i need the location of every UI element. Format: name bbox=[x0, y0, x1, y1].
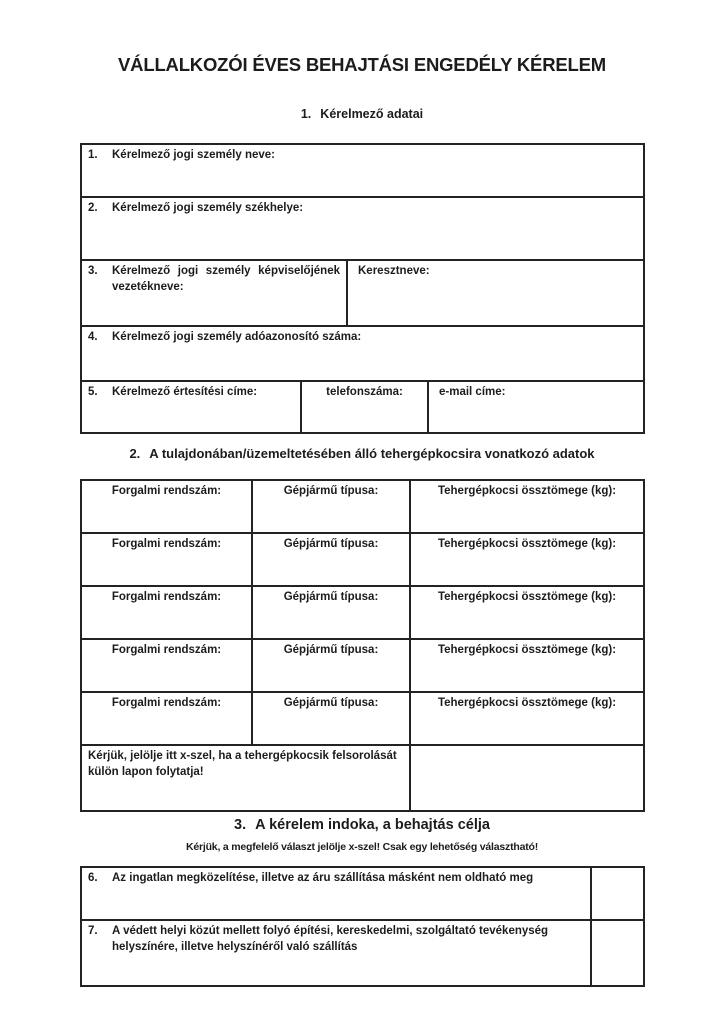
continuation-mark-cell bbox=[411, 746, 643, 810]
vehicle-type-cell bbox=[253, 534, 411, 585]
vehicle-weight-cell bbox=[411, 481, 643, 532]
vehicle-type-label: Gépjármű típusa: bbox=[283, 697, 379, 709]
contact-phone-label: telefonszáma: bbox=[326, 386, 403, 398]
section3-instruction: Kérjük, a megfelelő választ jelölje x-szel! Csak egy lehetőség választható! bbox=[185, 841, 539, 853]
representative-firstname-label: Keresztneve: bbox=[358, 265, 430, 277]
vehicle-type-cell bbox=[253, 640, 411, 691]
option-6-row bbox=[82, 868, 643, 921]
row-number: 1. bbox=[88, 149, 98, 161]
vehicle-reg-cell bbox=[82, 587, 253, 638]
vehicle-reg-cell bbox=[82, 693, 253, 744]
vehicle-weight-label: Tehergépkocsi össztömege (kg): bbox=[437, 485, 617, 497]
contact-address-cell bbox=[82, 382, 302, 432]
continuation-row bbox=[82, 746, 643, 810]
applicant-name-label: Kérelmező jogi személy neve: bbox=[112, 149, 275, 161]
vehicle-row-2 bbox=[82, 534, 643, 587]
row-number: 3. bbox=[88, 265, 98, 277]
vehicle-reg-cell bbox=[82, 481, 253, 532]
vehicle-weight-cell bbox=[411, 640, 643, 691]
section3-heading-text: A kérelem indoka, a behajtás célja bbox=[255, 817, 490, 833]
applicant-table bbox=[80, 143, 645, 434]
vehicle-reg-label: Forgalmi rendszám: bbox=[111, 591, 222, 603]
contact-row bbox=[82, 382, 643, 432]
contact-address-label: Kérelmező értesítési címe: bbox=[112, 386, 258, 398]
section3-heading bbox=[0, 817, 724, 833]
vehicle-reg-label: Forgalmi rendszám: bbox=[111, 538, 222, 550]
option-7-label: A védett helyi közút mellett folyó építési, kereskedelmi, szolgáltató tevékenység helyszínére, illetve helyszínéről való szállítás bbox=[112, 925, 549, 953]
vehicle-type-cell bbox=[253, 693, 411, 744]
representative-surname-cell bbox=[82, 261, 348, 325]
applicant-name-cell bbox=[82, 145, 643, 196]
vehicle-row-1 bbox=[82, 481, 643, 534]
vehicle-weight-cell bbox=[411, 534, 643, 585]
vehicle-weight-cell bbox=[411, 693, 643, 744]
option-7-checkbox-cell bbox=[590, 921, 643, 985]
vehicle-type-label: Gépjármű típusa: bbox=[283, 485, 379, 497]
vehicle-row-3 bbox=[82, 587, 643, 640]
vehicle-weight-cell bbox=[411, 587, 643, 638]
representative-surname-label: Kérelmező jogi személy képviselőjének vezetékneve: bbox=[112, 265, 340, 293]
applicant-seat-cell bbox=[82, 198, 643, 259]
reason-table bbox=[80, 866, 645, 987]
vehicle-reg-cell bbox=[82, 640, 253, 691]
option-6-cell bbox=[82, 868, 590, 919]
contact-email-label: e-mail címe: bbox=[439, 386, 506, 398]
vehicle-weight-label: Tehergépkocsi össztömege (kg): bbox=[437, 697, 617, 709]
section2-number: 2. bbox=[129, 446, 141, 461]
row-number: 5. bbox=[88, 386, 98, 398]
representative-firstname-cell bbox=[348, 261, 643, 325]
section2-heading-text: A tulajdonában/üzemeltetésében álló tehergépkocsira vonatkozó adatok bbox=[149, 446, 595, 461]
option-6-label: Az ingatlan megközelítése, illetve az áru szállítása másként nem oldható meg bbox=[112, 872, 534, 884]
vehicle-type-label: Gépjármű típusa: bbox=[283, 538, 379, 550]
tax-id-row bbox=[82, 327, 643, 382]
section2-heading bbox=[0, 446, 724, 461]
continuation-note-label: Kérjük, jelölje itt x-szel, ha a tehergépkocsik felsorolását külön lapon folytatja! bbox=[88, 750, 397, 778]
option-7-row bbox=[82, 921, 643, 985]
vehicle-row-5 bbox=[82, 693, 643, 746]
vehicle-reg-label: Forgalmi rendszám: bbox=[111, 697, 222, 709]
applicant-seat-row bbox=[82, 198, 643, 261]
tax-id-label: Kérelmező jogi személy adóazonosító száma: bbox=[112, 331, 362, 343]
option-7-cell bbox=[82, 921, 590, 985]
vehicle-weight-label: Tehergépkocsi össztömege (kg): bbox=[437, 591, 617, 603]
vehicle-weight-label: Tehergépkocsi össztömege (kg): bbox=[437, 538, 617, 550]
vehicle-reg-cell bbox=[82, 534, 253, 585]
vehicle-type-cell bbox=[253, 587, 411, 638]
applicant-seat-label: Kérelmező jogi személy székhelye: bbox=[112, 202, 304, 214]
row-number: 4. bbox=[88, 331, 98, 343]
section1-heading-text: Kérelmező adatai bbox=[320, 107, 424, 121]
vehicles-table bbox=[80, 479, 645, 812]
section1-heading bbox=[0, 107, 724, 121]
section1-number: 1. bbox=[300, 107, 312, 121]
vehicle-weight-label: Tehergépkocsi össztömege (kg): bbox=[437, 644, 617, 656]
section3-number: 3. bbox=[234, 817, 247, 833]
vehicle-row-4 bbox=[82, 640, 643, 693]
vehicle-type-label: Gépjármű típusa: bbox=[283, 591, 379, 603]
row-number: 7. bbox=[88, 925, 98, 937]
vehicle-type-label: Gépjármű típusa: bbox=[283, 644, 379, 656]
applicant-name-row bbox=[82, 145, 643, 198]
form-title: VÁLLALKOZÓI ÉVES BEHAJTÁSI ENGEDÉLY KÉRELEM bbox=[118, 54, 606, 75]
tax-id-cell bbox=[82, 327, 643, 380]
vehicle-type-cell bbox=[253, 481, 411, 532]
vehicle-reg-label: Forgalmi rendszám: bbox=[111, 485, 222, 497]
continuation-note-cell bbox=[82, 746, 411, 810]
contact-phone-cell bbox=[302, 382, 429, 432]
vehicle-reg-label: Forgalmi rendszám: bbox=[111, 644, 222, 656]
option-6-checkbox-cell bbox=[590, 868, 643, 919]
contact-email-cell bbox=[429, 382, 643, 432]
representative-row bbox=[82, 261, 643, 327]
row-number: 6. bbox=[88, 872, 98, 884]
row-number: 2. bbox=[88, 202, 98, 214]
